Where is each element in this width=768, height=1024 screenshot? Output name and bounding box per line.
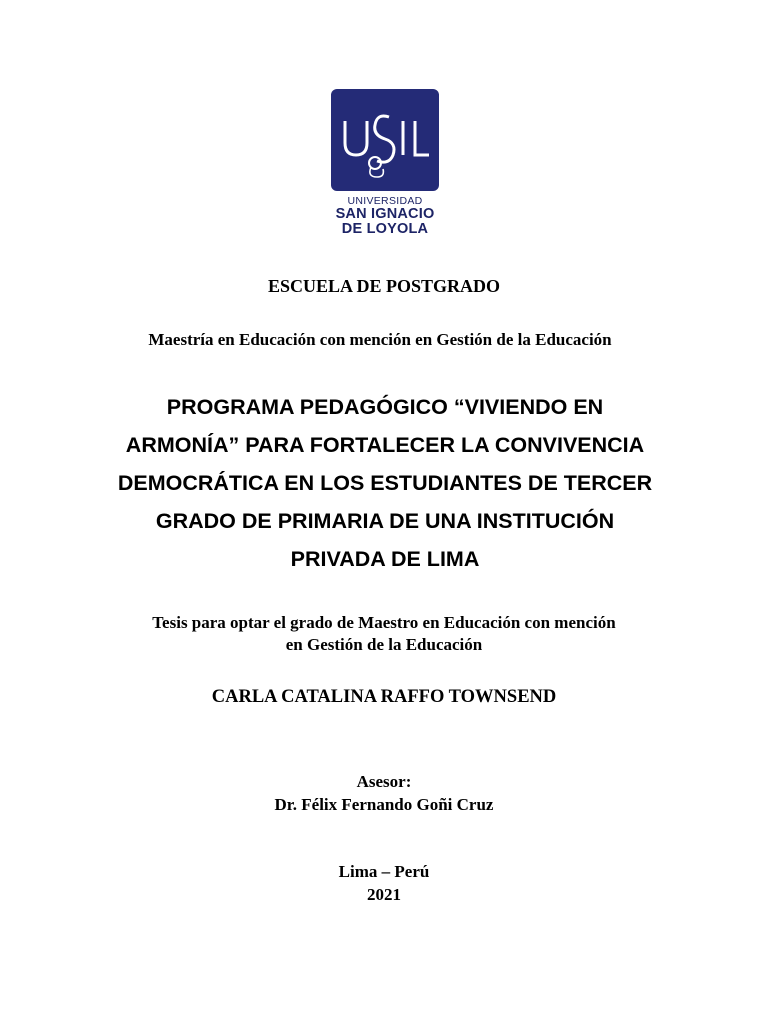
city: Lima – Perú xyxy=(338,862,430,881)
title-line-3: DEMOCRÁTICA EN LOS ESTUDIANTES DE TERCER xyxy=(117,471,653,495)
thesis-title xyxy=(80,388,690,578)
place-date-block xyxy=(0,860,768,906)
advisor-block xyxy=(0,770,768,816)
program-name: Maestría en Educación con mención en Gestión de la Educación xyxy=(148,330,612,349)
title-line-4: GRADO DE PRIMARIA DE UNA INSTITUCIÓN xyxy=(155,509,615,533)
thesis-purpose xyxy=(0,612,768,656)
advisor-label: Asesor: xyxy=(356,772,412,791)
logo-line-3: DE LOYOLA xyxy=(341,221,429,238)
title-line-2: ARMONÍA” PARA FORTALECER LA CONVIVENCIA xyxy=(125,433,645,457)
title-line-1: PROGRAMA PEDAGÓGICO “VIVIENDO EN xyxy=(166,395,604,419)
logo-line-2: SAN IGNACIO xyxy=(335,206,435,223)
thesis-purpose-line-2: en Gestión de la Educación xyxy=(285,635,483,654)
logo-line-1: UNIVERSIDAD xyxy=(347,195,423,207)
year: 2021 xyxy=(367,885,401,904)
author-name: CARLA CATALINA RAFFO TOWNSEND xyxy=(211,687,557,707)
advisor-name: Dr. Félix Fernando Goñi Cruz xyxy=(274,795,494,814)
university-name xyxy=(300,196,470,237)
school-name: ESCUELA DE POSTGRADO xyxy=(267,276,501,296)
title-line-5: PRIVADA DE LIMA xyxy=(290,547,480,571)
thesis-purpose-line-1: Tesis para optar el grado de Maestro en Educación con mención xyxy=(152,613,616,632)
usil-logo-icon xyxy=(331,89,439,191)
